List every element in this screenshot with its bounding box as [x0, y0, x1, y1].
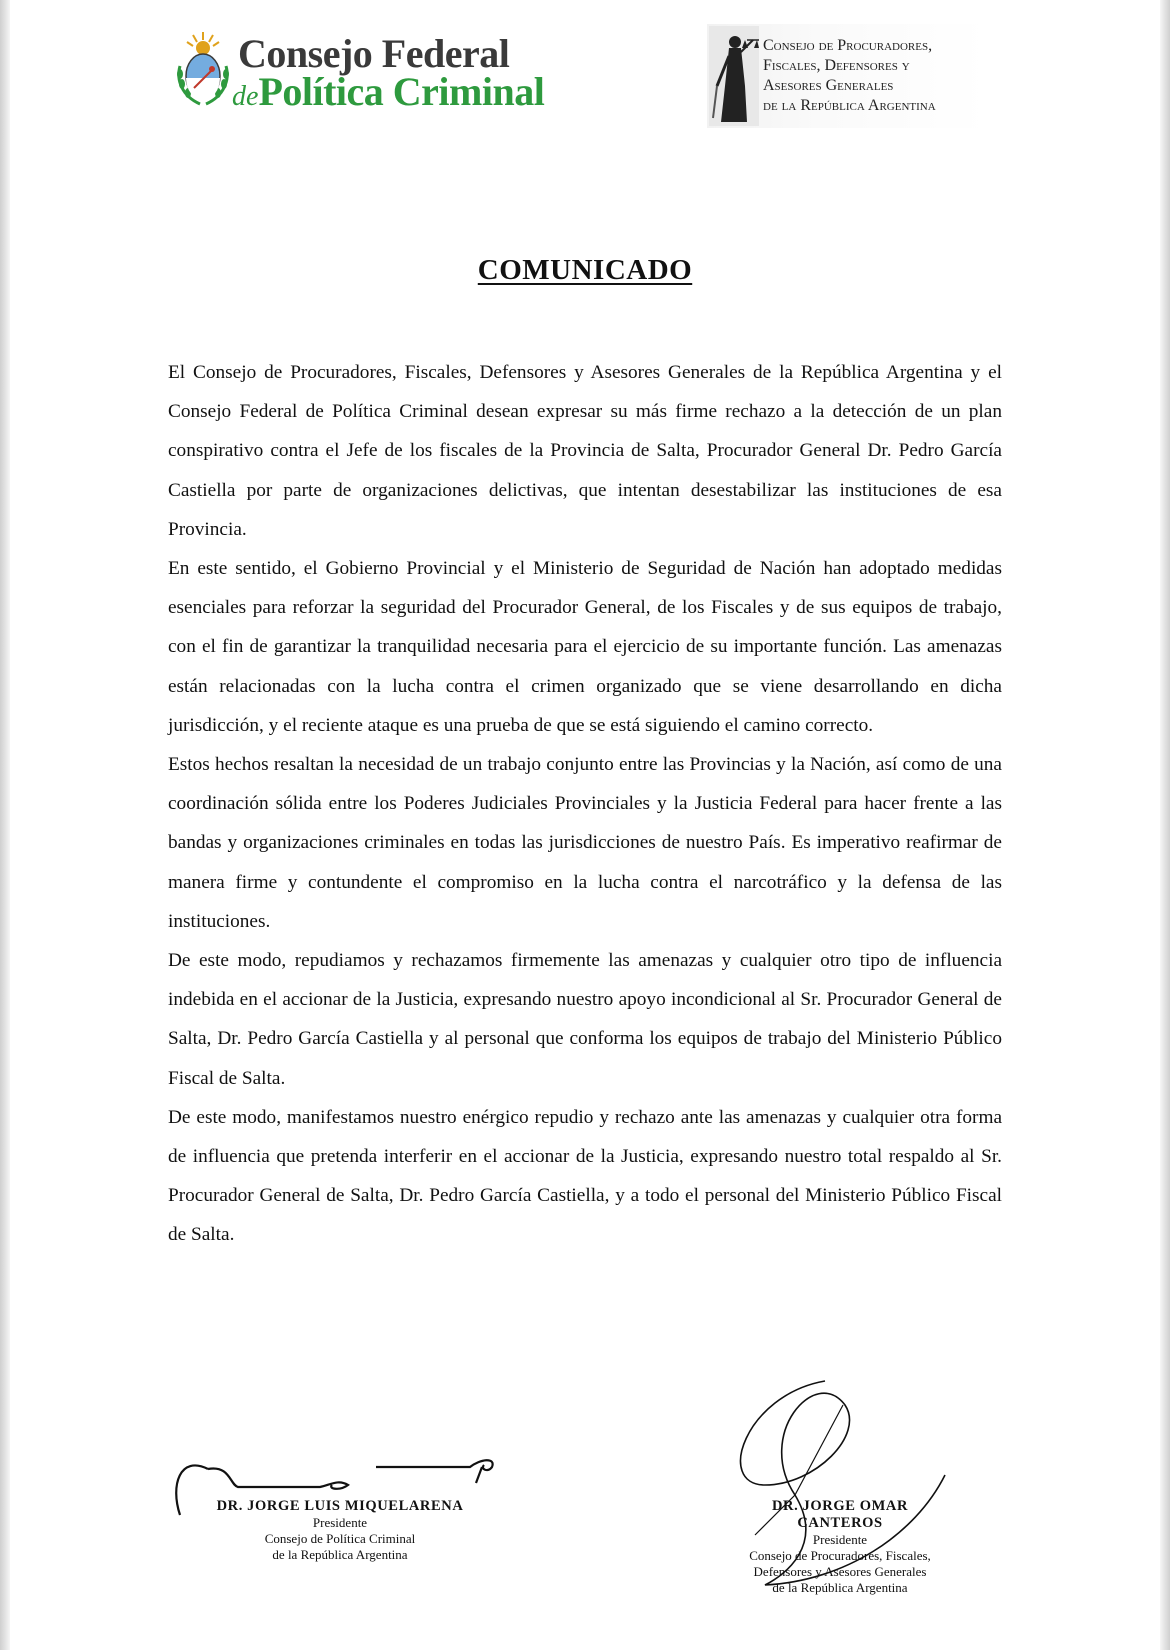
document-title: COMUNICADO	[477, 254, 693, 286]
lady-justice-icon	[709, 26, 759, 126]
paragraph-2: En este sentido, el Gobierno Provincial y el Ministerio de Seguridad de Nación han adoptado medidas esenciales para reforzar la seguridad del Procurador General, de los Fiscales y de sus equipos de trabajo, con el fin de garantizar la tranquilidad necesaria para el ejercicio de su importante función. Las amenazas están relacionadas con la lucha contra el crimen organizado que se viene desarrollando en dicha jurisdicción, y el reciente ataque es una prueba de que se está siguiendo el camino correcto.	[168, 558, 1002, 736]
signatory-left-name: DR. JORGE LUIS MIQUELARENA	[216, 1498, 464, 1514]
signatory-right-role: Presidente	[812, 1532, 868, 1547]
cfpc-logo-line1: Consejo Federal	[238, 31, 510, 76]
consejo-logo-line-4: de la República Argentina	[763, 97, 936, 114]
paragraph-4: De este modo, repudiamos y rechazamos firmemente las amenazas y cualquier otro tipo de influencia indebida en el accionar de la Justicia, expresando nuestro apoyo incondicional al Sr. Procurador General de Salta, Dr. Pedro García Castiella y al personal que conforma los equipos de trabajo del Ministerio Público Fiscal de Salta.	[168, 950, 1002, 1089]
signatory-left-org-2: de la República Argentina	[272, 1547, 408, 1562]
document-body	[168, 353, 1002, 1255]
paragraph-1: El Consejo de Procuradores, Fiscales, Defensores y Asesores Generales de la República Argentina y el Consejo Federal de Política Criminal desean expresar su más firme rechazo a la detección de un plan conspirativo contra el Jefe de los fiscales de la Provincia de Salta, Procurador General Dr. Pedro García Castiella por parte de organizaciones delictivas, que intentan desestabilizar las instituciones de esa Provincia.	[168, 362, 1002, 540]
consejo-procuradores-logo	[707, 24, 987, 128]
signature-left-block	[200, 1498, 480, 1563]
argentina-coat-of-arms-icon	[174, 30, 232, 110]
signatory-left-org-1: Consejo de Política Criminal	[264, 1531, 416, 1546]
page-edge-left	[0, 0, 10, 1650]
signatory-right-org-3: de la República Argentina	[772, 1580, 908, 1595]
consejo-logo-line-3: Asesores Generales	[763, 77, 894, 94]
paragraph-3: Estos hechos resaltan la necesidad de un trabajo conjunto entre las Provincias y la Nación, así como de una coordinación sólida entre los Poderes Judiciales Provinciales y la Justicia Federal para hacer frente a las bandas y organizaciones criminales en todas las jurisdicciones de nuestro País. Es imperativo reafirmar de manera firme y contundente el compromiso en la lucha contra el narcotráfico y la defensa de las instituciones.	[168, 754, 1002, 932]
consejo-logo-text	[763, 36, 985, 116]
cfpc-logo-prefix: de	[232, 81, 259, 112]
consejo-logo-line-2: Fiscales, Defensores y	[763, 57, 910, 74]
paragraph-5: De este modo, manifestamos nuestro enérgico repudio y rechazo ante las amenazas y cualquier otra forma de influencia que pretenda interferir en el accionar de la Justicia, expresando nuestro total respaldo al Sr. Procurador General de Salta, Dr. Pedro García Castiella, y a todo el personal del Ministerio Público Fiscal de Salta.	[168, 1106, 1002, 1246]
signatory-right-org-1: Consejo de Procuradores, Fiscales,	[749, 1548, 931, 1563]
signatory-right-org-2: Defensores y Asesores Generales	[753, 1564, 927, 1579]
signatory-left-role: Presidente	[312, 1515, 368, 1530]
cfpc-logo	[174, 28, 544, 114]
page-edge-right	[1160, 0, 1170, 1650]
signatory-right-name: DR. JORGE OMAR CANTEROS	[771, 1498, 909, 1531]
cfpc-logo-line2	[232, 68, 544, 115]
cfpc-logo-name: Política Criminal	[258, 69, 545, 114]
consejo-logo-line-1: Consejo de Procuradores,	[763, 37, 933, 54]
signature-right-block	[730, 1498, 950, 1596]
